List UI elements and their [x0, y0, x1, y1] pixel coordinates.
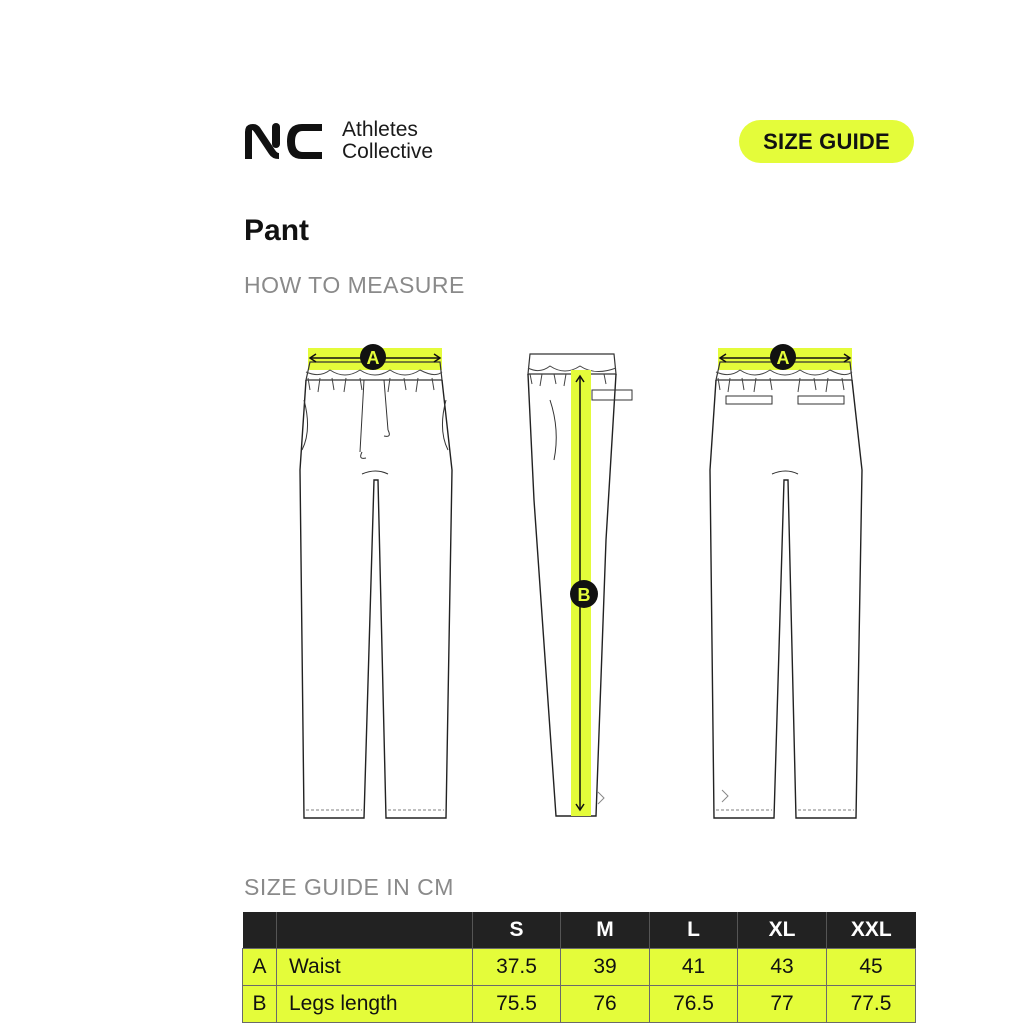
brand-name — [342, 119, 433, 163]
column-header-xxl: XXL — [827, 912, 916, 949]
table-row-waist — [243, 949, 916, 986]
table-row-legs-length — [243, 986, 916, 1023]
table-cell: 37.5 — [473, 949, 561, 986]
table-cell: 76 — [561, 986, 650, 1023]
column-header-m: M — [561, 912, 650, 949]
page-title: Pant — [244, 214, 310, 247]
column-header — [243, 912, 277, 949]
table-cell: 43 — [738, 949, 827, 986]
table-cell: 39 — [561, 949, 650, 986]
column-header-s: S — [473, 912, 561, 949]
size-table — [242, 912, 916, 1023]
row-label: Waist — [277, 949, 473, 986]
table-cell: 45 — [827, 949, 916, 986]
size-guide-heading: SIZE GUIDE IN CM — [244, 874, 454, 900]
marker-b-label: B — [577, 585, 591, 605]
table-cell: 76.5 — [650, 986, 738, 1023]
pant-front-illustration — [290, 340, 460, 830]
brand-name-line2: Collective — [342, 140, 434, 163]
table-cell: 75.5 — [473, 986, 561, 1023]
pant-side-illustration — [520, 340, 640, 830]
row-key: A — [243, 949, 277, 986]
brand-header — [242, 118, 433, 164]
nc-logo-icon — [242, 120, 324, 162]
column-header — [277, 912, 473, 949]
row-label: Legs length — [277, 986, 473, 1023]
table-header-row — [243, 912, 916, 949]
marker-a-front-label: A — [366, 348, 380, 368]
pant-back-illustration — [700, 340, 870, 830]
table-cell: 77 — [738, 986, 827, 1023]
size-guide-badge: SIZE GUIDE — [739, 120, 914, 163]
row-key: B — [243, 986, 277, 1023]
brand-name-line1: Athletes — [342, 118, 418, 141]
table-cell: 77.5 — [827, 986, 916, 1023]
column-header-xl: XL — [738, 912, 827, 949]
marker-a-back-label: A — [776, 348, 790, 368]
column-header-l: L — [650, 912, 738, 949]
table-cell: 41 — [650, 949, 738, 986]
how-to-measure-heading: HOW TO MEASURE — [244, 272, 465, 298]
